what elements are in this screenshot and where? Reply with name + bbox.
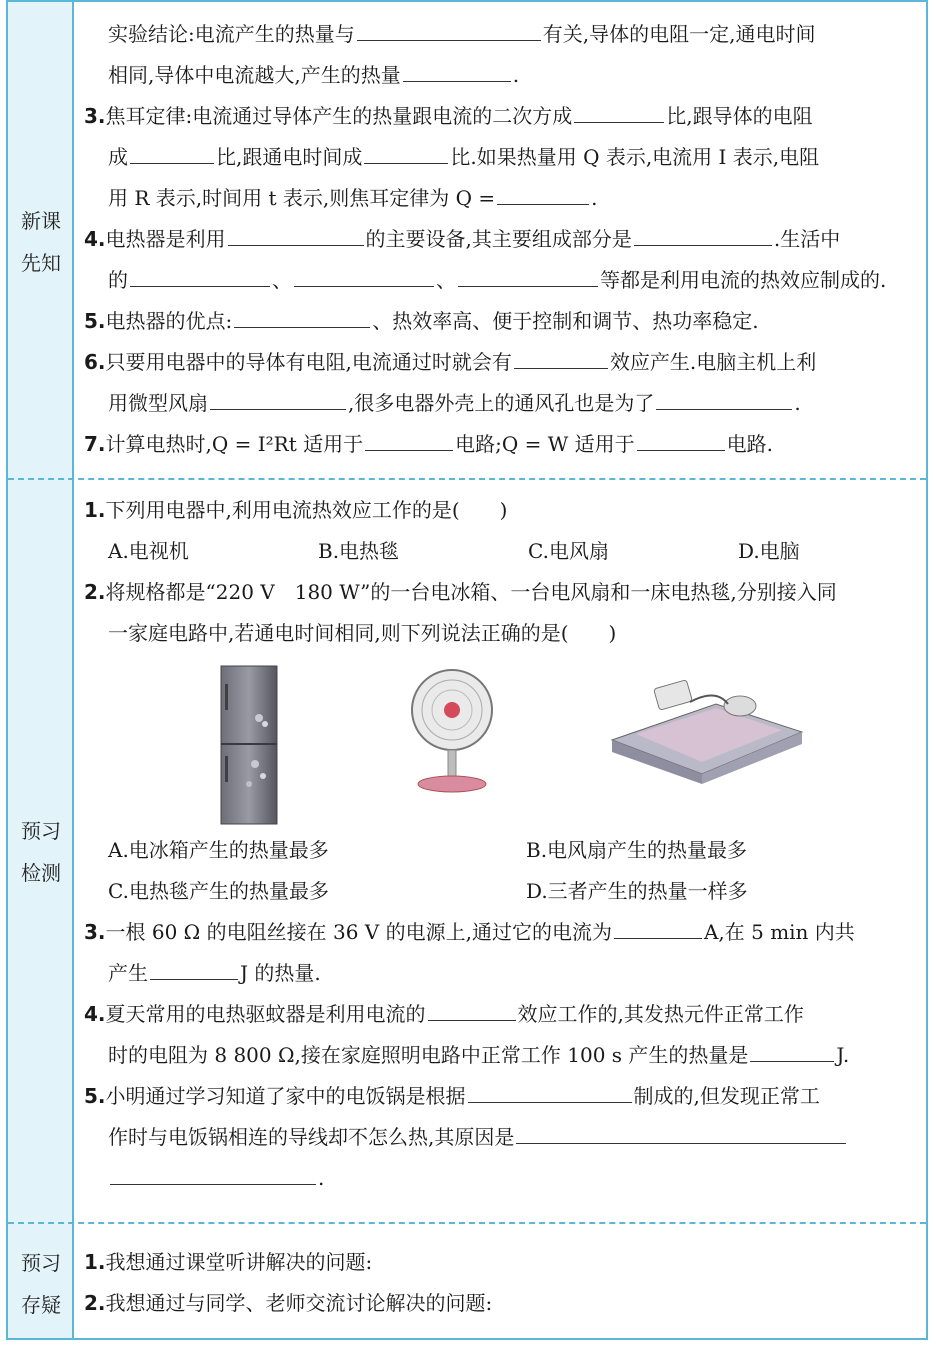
table-frame [6, 0, 928, 1340]
electric-fan-image [406, 666, 498, 796]
answer-blank[interactable] [357, 16, 541, 41]
doubt-question-1: 1.我想通过课堂听讲解决的问题: [84, 1250, 373, 1274]
check-question-4-line-2: 时的电阻为 8 800 Ω,接在家庭照明电路中正常工作 100 s 产生的热量是 J. [84, 1035, 918, 1076]
conclusion-line-1: 实验结论:电流产生的热量与 有关,导体的电阻一定,通电时间 [84, 14, 918, 55]
answer-blank[interactable] [514, 344, 608, 369]
answer-blank[interactable] [750, 1037, 834, 1062]
answer-blank[interactable] [516, 1119, 846, 1144]
answer-blank[interactable] [364, 139, 448, 164]
question-6-line-1: 6.只要用电器中的导体有电阻,电流通过时就会有 效应产生.电脑主机上利 [84, 342, 918, 383]
section-cunyi-content [84, 1242, 918, 1324]
answer-blank[interactable] [130, 262, 270, 287]
electric-blanket-image [606, 674, 806, 786]
answer-blank[interactable] [403, 57, 511, 82]
answer-blank[interactable] [637, 426, 725, 451]
check-question-5-line-2: 作时与电饭锅相连的导线却不怎么热,其原因是 [84, 1117, 918, 1158]
option-d[interactable]: D.电脑 [738, 539, 800, 563]
question-7-line: 7.计算电热时,Q = I²Rt 适用于 电路;Q = W 适用于 电路. [84, 424, 918, 465]
answer-blank[interactable] [234, 303, 370, 328]
section-divider [8, 478, 926, 480]
question-3-line-2: 成 比,跟通电时间成 比.如果热量用 Q 表示,电流用 I 表示,电阻 [84, 137, 918, 178]
check-question-3-line-1: 3.一根 60 Ω 的电阻丝接在 36 V 的电源上,通过它的电流为 A,在 5 min 内共 [84, 912, 918, 953]
answer-blank[interactable] [634, 221, 772, 246]
check-question-5-line-1: 5.小明通过学习知道了家中的电饭锅是根据 制成的,但发现正常工 [84, 1076, 918, 1117]
check-question-4-line-1: 4.夏天常用的电热驱蚊器是利用电流的 效应工作的,其发热元件正常工作 [84, 994, 918, 1035]
answer-blank[interactable] [365, 426, 453, 451]
section-label-jiance: 预习 检测 [21, 819, 61, 885]
check-question-1: 1.下列用电器中,利用电流热效应工作的是( ) [84, 498, 508, 522]
option-b[interactable]: B.电风扇产生的热量最多 [526, 838, 748, 862]
answer-blank[interactable] [130, 139, 214, 164]
answer-blank[interactable] [468, 1078, 632, 1103]
question-5-line: 5.电热器的优点: 、热效率高、便于控制和调节、热功率稳定. [84, 301, 918, 342]
question-4-line-1: 4.电热器是利用 的主要设备,其主要组成部分是 .生活中 [84, 219, 918, 260]
answer-blank[interactable] [458, 262, 598, 287]
option-b[interactable]: B.电热毯 [318, 539, 400, 563]
question-3-line-1: 3.焦耳定律:电流通过导体产生的热量跟电流的二次方成 比,跟导体的电阻 [84, 96, 918, 137]
check-question-2-options-row-2 [84, 871, 918, 912]
refrigerator-image [219, 664, 281, 826]
answer-blank[interactable] [614, 914, 702, 939]
answer-blank[interactable] [110, 1160, 316, 1185]
section-divider [8, 1222, 926, 1224]
answer-blank[interactable] [656, 385, 792, 410]
question-6-line-2: 用微型风扇 ,很多电器外壳上的通风孔也是为了 . [84, 383, 918, 424]
answer-blank[interactable] [497, 180, 589, 205]
option-a[interactable]: A.电冰箱产生的热量最多 [108, 838, 329, 862]
conclusion-line-2: 相同,导体中电流越大,产生的热量 . [84, 55, 918, 96]
check-question-3-line-2: 产生 J 的热量. [84, 953, 918, 994]
option-a[interactable]: A.电视机 [108, 539, 189, 563]
question-4-line-2: 的 、 、 等都是利用电流的热效应制成的. [84, 260, 918, 301]
option-c[interactable]: C.电风扇 [528, 539, 609, 563]
check-question-2-line-2: 一家庭电路中,若通电时间相同,则下列说法正确的是( ) [108, 621, 617, 645]
answer-blank[interactable] [228, 221, 364, 246]
answer-blank[interactable] [150, 955, 238, 980]
check-question-2-options-row-1 [84, 830, 918, 871]
answer-blank[interactable] [428, 996, 516, 1021]
doubt-question-2: 2.我想通过与同学、老师交流讨论解决的问题: [84, 1291, 493, 1315]
section-label-xinke: 新课 先知 [21, 209, 61, 275]
answer-blank[interactable] [574, 98, 664, 123]
check-question-5-line-3: . [84, 1158, 918, 1199]
question-3-line-3: 用 R 表示,时间用 t 表示,则焦耳定律为 Q = . [84, 178, 918, 219]
section-label-cunyi: 预习 存疑 [21, 1251, 61, 1317]
option-c[interactable]: C.电热毯产生的热量最多 [108, 879, 329, 903]
section-xinke-content [84, 14, 918, 465]
section-jiance-content [84, 490, 918, 1199]
option-d[interactable]: D.三者产生的热量一样多 [526, 879, 748, 903]
check-question-2-line-1: 2.将规格都是“220 V 180 W”的一台电冰箱、一台电风扇和一床电热毯,分别接入同 [84, 580, 837, 604]
appliance-images [84, 654, 918, 830]
answer-blank[interactable] [210, 385, 346, 410]
check-question-1-options [84, 531, 918, 572]
answer-blank[interactable] [294, 262, 434, 287]
